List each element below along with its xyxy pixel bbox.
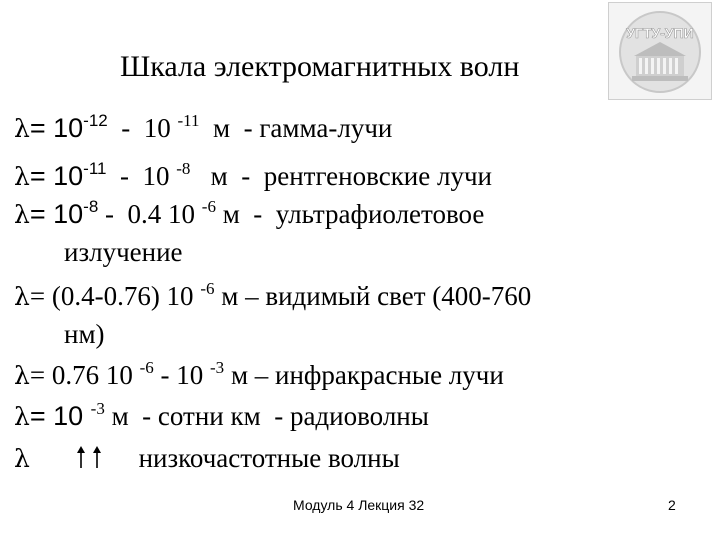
lambda-symbol: λ <box>14 444 30 473</box>
exponent: -8 <box>83 197 99 216</box>
range-value: = 10 <box>29 401 91 431</box>
range-start: = 0.76 10 <box>29 360 140 390</box>
university-logo <box>608 2 712 100</box>
lambda-symbol: λ <box>14 162 30 191</box>
up-arrows-icon <box>75 445 105 476</box>
range-end: - 10 <box>106 161 177 191</box>
description: м - сотни км - радиоволны <box>104 401 429 431</box>
continuation-text: излучение <box>64 237 183 267</box>
wavelength-line-visible <box>14 281 531 312</box>
lambda-symbol: λ <box>14 114 30 143</box>
page-number: 2 <box>668 497 676 513</box>
logo-text: УГТУ-УПИ <box>626 25 694 41</box>
range-start: = 10 <box>29 113 84 143</box>
description: м - рентгеновские лучи <box>190 161 492 191</box>
wavelength-line-low-frequency <box>14 443 400 474</box>
range-end: - 10 <box>153 360 211 390</box>
lambda-symbol: λ <box>14 402 30 431</box>
description: м – видимый свет (400-760 <box>214 281 532 311</box>
range-value: = (0.4-0.76) 10 <box>29 281 201 311</box>
footer-lecture: Модуль 4 Лекция 32 <box>293 497 425 513</box>
exponent: -6 <box>139 358 154 377</box>
exponent: -11 <box>177 111 200 130</box>
wavelength-line-xray <box>14 161 492 192</box>
slide-title: Шкала электромагнитных волн <box>120 50 520 83</box>
range-end: - 10 <box>107 113 178 143</box>
wavelength-line-gamma <box>14 113 392 144</box>
exponent: -12 <box>83 111 108 130</box>
description: м – инфракрасные лучи <box>224 360 504 390</box>
range-start: = 10 <box>29 161 84 191</box>
exponent: -3 <box>210 358 225 377</box>
range-end: - 0.4 10 <box>98 199 202 229</box>
exponent: -6 <box>201 197 216 216</box>
lambda-symbol: λ <box>14 200 30 229</box>
exponent: -11 <box>83 159 107 178</box>
exponent: -8 <box>176 159 191 178</box>
lambda-symbol: λ <box>14 361 30 390</box>
range-start: = 10 <box>29 199 84 229</box>
description: низкочастотные волны <box>138 443 400 473</box>
exponent: -6 <box>200 279 215 298</box>
wavelength-line-radio <box>14 401 429 432</box>
continuation-text: нм) <box>64 319 105 349</box>
description: м - гамма-лучи <box>199 113 393 143</box>
description: м - ультрафиолетовое <box>215 199 485 229</box>
exponent: -3 <box>90 399 105 418</box>
wavelength-line-ultraviolet <box>14 199 484 230</box>
wavelength-line-infrared <box>14 360 504 391</box>
lambda-symbol: λ <box>14 282 30 311</box>
